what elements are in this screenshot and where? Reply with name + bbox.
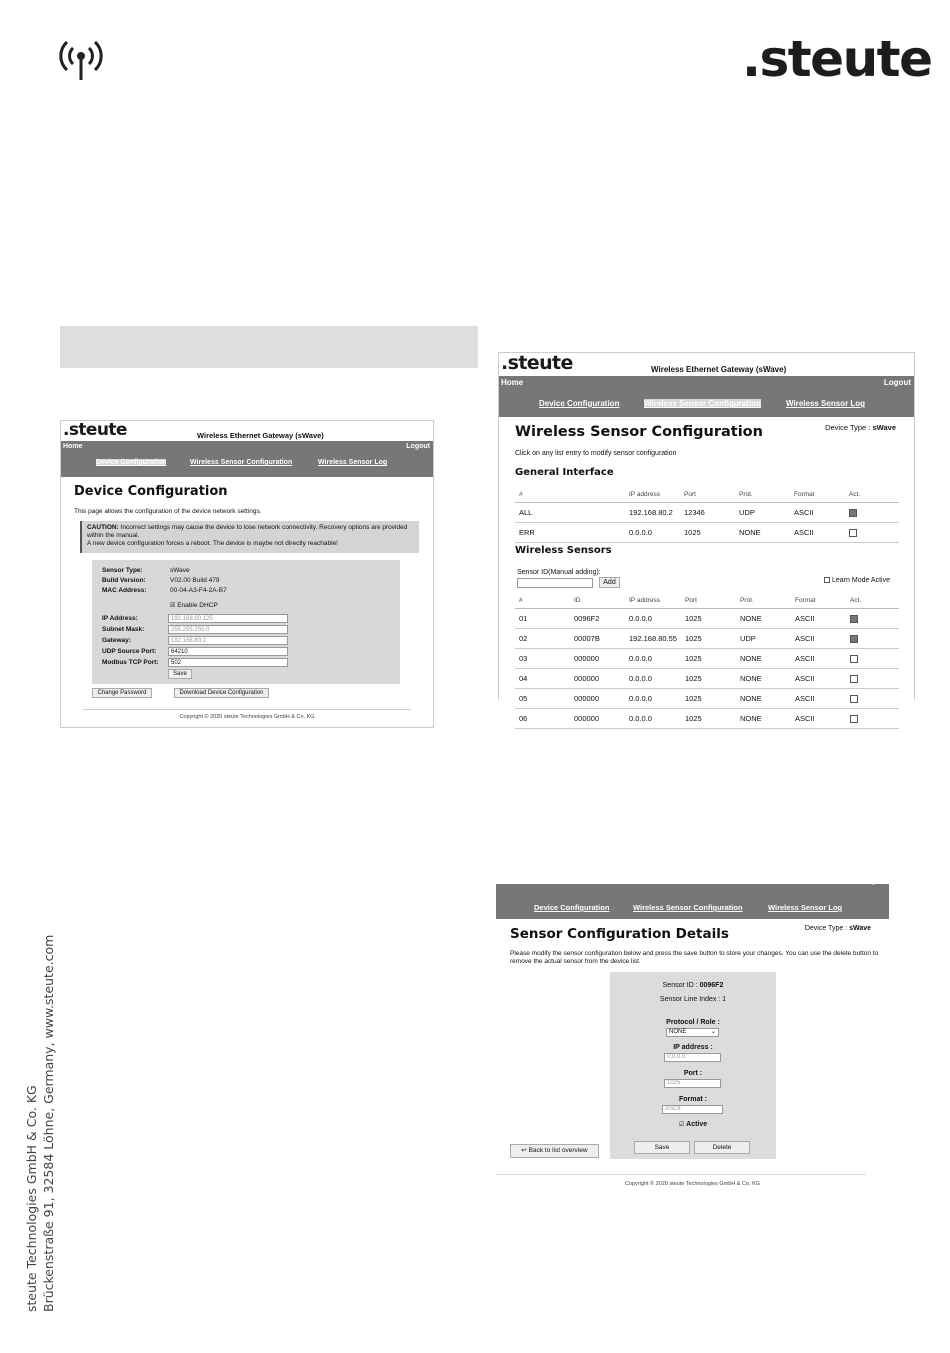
- cell: ASCII: [790, 503, 845, 523]
- tab-wireless-sensor-log[interactable]: Wireless Sensor Log: [768, 903, 843, 912]
- cell: ASCII: [791, 649, 846, 669]
- col-header: #: [515, 593, 570, 609]
- cell: 02: [515, 629, 570, 649]
- footer-divider: [83, 709, 411, 710]
- cell: 0.0.0.0: [625, 649, 681, 669]
- cell: NONE: [736, 689, 791, 709]
- tab-device-configuration[interactable]: Device Configuration: [96, 459, 167, 466]
- sensor-id-value: 0096F2: [699, 982, 724, 989]
- active-row[interactable]: [610, 1121, 776, 1128]
- format-input[interactable]: ASCII: [662, 1105, 723, 1114]
- device-info: [102, 566, 227, 596]
- cell: ASCII: [791, 609, 846, 629]
- subnet-mask-label: Subnet Mask:: [102, 626, 145, 633]
- device-config-screenshot: [60, 420, 434, 728]
- learn-mode-row[interactable]: [824, 577, 890, 584]
- udp-port-input[interactable]: 64210: [168, 647, 288, 656]
- cell: 1025: [680, 523, 735, 543]
- table-row[interactable]: [515, 709, 899, 729]
- caution-text: Incorrect settings may cause the device to lose network connectivity. Recovery options are provided within the manual.: [87, 524, 408, 540]
- gateway-label: Gateway:: [102, 637, 131, 644]
- cell: 0.0.0.0: [625, 523, 680, 543]
- udp-port-label: UDP Source Port:: [102, 648, 157, 655]
- protocol-label: Protocol / Role :: [666, 1019, 720, 1026]
- tab-wireless-sensor-configuration[interactable]: Wireless Sensor Configuration: [644, 399, 761, 408]
- logout-link[interactable]: Logout: [406, 443, 430, 450]
- cell: 03: [515, 649, 570, 669]
- company-address: [24, 934, 58, 1312]
- col-header: Act.: [845, 487, 899, 503]
- cell: ASCII: [791, 709, 846, 729]
- cell: 1025: [681, 669, 736, 689]
- wireless-icon: [58, 36, 104, 82]
- active-checkbox[interactable]: [850, 615, 858, 623]
- table-row[interactable]: [515, 649, 899, 669]
- sensor-line-index: Sensor Line Index : 1: [659, 996, 727, 1003]
- active-checkbox[interactable]: [850, 635, 858, 643]
- intro-text: Please modify the sensor configuration below and press the save button to store your changes. You can use the delete button to remove the actual sensor from the device list.: [510, 950, 879, 966]
- cell: NONE: [736, 649, 791, 669]
- window-title: Wireless Ethernet Gateway (sWave): [197, 431, 324, 440]
- intro-text: This page allows the configuration of the device network settings.: [74, 508, 262, 515]
- cell: 01: [515, 609, 570, 629]
- home-link[interactable]: Home: [498, 878, 518, 885]
- col-header: IP address: [625, 593, 681, 609]
- gray-bar: [60, 326, 478, 368]
- device-type: [805, 925, 871, 932]
- cell: 05: [515, 689, 570, 709]
- cell: 0.0.0.0: [625, 709, 681, 729]
- col-header: Prot.: [736, 593, 791, 609]
- cell: 06: [515, 709, 570, 729]
- page-title: Wireless Sensor Configuration: [515, 424, 763, 440]
- tab-wireless-sensor-log[interactable]: Wireless Sensor Log: [318, 459, 388, 466]
- steute-logo: .steute: [63, 420, 127, 440]
- cell: NONE: [736, 669, 791, 689]
- active-label: Active: [686, 1121, 708, 1128]
- active-checkbox[interactable]: [849, 529, 857, 537]
- caution-text-2: A new device configuration forces a reboot. The device is maybe not directly reachable!: [87, 540, 338, 548]
- cell: 1025: [681, 649, 736, 669]
- cell: 1025: [681, 709, 736, 729]
- ip-address-input[interactable]: 192.168.90.125: [168, 614, 288, 623]
- cell: 1025: [681, 629, 736, 649]
- cell: NONE: [736, 709, 791, 729]
- sensor-type-value: sWave: [170, 567, 190, 574]
- cell: ASCII: [790, 523, 845, 543]
- cell: 000000: [570, 689, 625, 709]
- cell: ERR: [515, 523, 625, 543]
- device-type-value: sWave: [849, 925, 871, 932]
- device-type-label: Device Type :: [825, 423, 871, 432]
- col-header: Port: [681, 593, 736, 609]
- device-type-label: Device Type :: [804, 925, 848, 932]
- cell: 04: [515, 669, 570, 689]
- settings-panel: [92, 560, 400, 684]
- build-version-label: Build Version:: [102, 577, 146, 584]
- sensor-id-label: Sensor ID(Manual adding):: [517, 569, 601, 576]
- wireless-sensors-heading: Wireless Sensors: [515, 545, 612, 556]
- active-checkbox[interactable]: [850, 655, 858, 663]
- dhcp-label: Enable DHCP: [177, 602, 218, 609]
- caution-label: CAUTION:: [87, 524, 119, 531]
- steute-logo: .steute: [501, 352, 573, 374]
- col-header: Port: [680, 487, 735, 503]
- tab-device-configuration[interactable]: Device Configuration: [534, 903, 610, 912]
- cell: 000000: [570, 709, 625, 729]
- device-type: [825, 423, 896, 432]
- table-row[interactable]: [515, 689, 899, 709]
- cell: 00007B: [570, 629, 625, 649]
- ip-address-input[interactable]: 0.0.0.0: [664, 1053, 721, 1062]
- company-name: steute Technologies GmbH & Co. KG: [24, 1085, 39, 1312]
- active-checkbox[interactable]: [850, 675, 858, 683]
- active-checkbox[interactable]: [849, 509, 857, 517]
- cell: ASCII: [791, 669, 846, 689]
- tab-wireless-sensor-configuration[interactable]: Wireless Sensor Configuration: [190, 459, 293, 466]
- ip-address-label: IP address :: [673, 1044, 713, 1051]
- dhcp-checkbox[interactable]: ☒: [170, 603, 176, 609]
- tab-wireless-sensor-configuration[interactable]: Wireless Sensor Configuration: [633, 903, 743, 912]
- mac-address-label: MAC Address:: [102, 587, 147, 594]
- caution-box: [80, 521, 419, 553]
- learn-mode-label: Learn Mode Active: [832, 577, 890, 584]
- modbus-port-label: Modbus TCP Port:: [102, 659, 159, 666]
- cell: 0.0.0.0: [625, 689, 681, 709]
- cell: UDP: [736, 629, 791, 649]
- intro-text: Click on any list entry to modify sensor configuration: [515, 450, 677, 457]
- col-header: Format: [790, 487, 845, 503]
- steute-logo: .steute: [742, 30, 932, 88]
- save-button[interactable]: Save: [168, 669, 192, 679]
- cell: 0.0.0.0: [625, 669, 681, 689]
- learn-mode-checkbox[interactable]: [824, 577, 830, 583]
- copyright: Copyright © 2020 steute Technologies GmbH & Co. KG: [179, 714, 315, 720]
- page-title: Sensor Configuration Details: [510, 926, 729, 942]
- table-row[interactable]: [515, 503, 899, 523]
- active-checkbox[interactable]: [850, 695, 858, 703]
- cell: 0096F2: [570, 609, 625, 629]
- active-checkbox[interactable]: ☑: [678, 1122, 685, 1128]
- dhcp-row[interactable]: [170, 602, 218, 609]
- cell: ALL: [515, 503, 625, 523]
- cell: 192.168.80.55: [625, 629, 681, 649]
- sensor-id-label: Sensor ID :: [662, 982, 698, 989]
- ip-address-label: IP Address:: [102, 615, 138, 622]
- cell: 192.168.80.2: [625, 503, 680, 523]
- wireless-sensors-table: [515, 593, 899, 729]
- back-to-list-button[interactable]: ↩ Back to list overview: [510, 1144, 599, 1158]
- logout-link[interactable]: Logout: [883, 378, 911, 387]
- general-interface-table: [515, 487, 899, 543]
- logout-link[interactable]: Logout: [862, 878, 886, 885]
- format-label: Format :: [679, 1096, 707, 1103]
- sensor-type-label: Sensor Type:: [102, 567, 143, 574]
- page-title: Device Configuration: [74, 484, 228, 499]
- cell: 12346: [680, 503, 735, 523]
- cell: 000000: [570, 649, 625, 669]
- sensor-details-panel: [610, 972, 776, 1159]
- add-button[interactable]: Add: [599, 577, 620, 588]
- gateway-input[interactable]: 192.168.80.2: [168, 636, 288, 645]
- tab-device-configuration[interactable]: Device Configuration: [539, 399, 620, 408]
- port-label: Port :: [683, 1070, 703, 1077]
- tab-wireless-sensor-log[interactable]: Wireless Sensor Log: [786, 399, 866, 408]
- modbus-port-input[interactable]: 502: [168, 658, 288, 667]
- sensor-details-screenshot: [496, 878, 889, 1196]
- download-config-button[interactable]: Download Device Configuration: [174, 688, 269, 698]
- subnet-mask-input[interactable]: 255.255.255.0: [168, 625, 288, 634]
- active-checkbox[interactable]: [850, 715, 858, 723]
- change-password-button[interactable]: Change Password: [92, 688, 152, 698]
- device-type-value: sWave: [872, 423, 896, 432]
- cell: 0.0.0.0: [625, 609, 681, 629]
- save-button[interactable]: Save: [634, 1141, 690, 1154]
- delete-button[interactable]: Delete: [694, 1141, 750, 1154]
- table-row[interactable]: [515, 609, 899, 629]
- copyright: Copyright © 2020 steute Technologies GmbH & Co. KG: [624, 1181, 761, 1187]
- window-title: Wireless Ethernet Gateway (sWave): [651, 365, 787, 374]
- col-header: #: [515, 487, 625, 503]
- cell: 000000: [570, 669, 625, 689]
- port-input[interactable]: 1025: [664, 1079, 721, 1088]
- footer-divider: [496, 1174, 866, 1175]
- wireless-sensor-config-screenshot: [498, 352, 915, 724]
- col-header: Act.: [846, 593, 899, 609]
- cell: NONE: [736, 609, 791, 629]
- table-row[interactable]: [515, 669, 899, 689]
- chevron-down-icon: ⌄: [710, 1029, 716, 1035]
- table-row[interactable]: [515, 629, 899, 649]
- protocol-select[interactable]: [666, 1028, 719, 1037]
- col-header: IP address: [625, 487, 680, 503]
- home-link[interactable]: Home: [501, 378, 524, 387]
- col-header: Prot.: [735, 487, 790, 503]
- col-header: ID: [570, 593, 625, 609]
- sensor-id-input[interactable]: [517, 578, 593, 588]
- cell: NONE: [735, 523, 790, 543]
- cell: ASCII: [791, 689, 846, 709]
- network-fields: [102, 613, 288, 668]
- mac-address-value: 00-04-A3-F4-2A-B7: [170, 587, 227, 594]
- cell: 1025: [681, 609, 736, 629]
- protocol-value: NONE: [669, 1029, 687, 1035]
- table-row[interactable]: [515, 523, 899, 543]
- col-header: Format: [791, 593, 846, 609]
- cell: UDP: [735, 503, 790, 523]
- build-version-value: V02.00 Build 479: [170, 577, 220, 584]
- sensor-id-row: [610, 982, 776, 989]
- cell: ASCII: [791, 629, 846, 649]
- cell: 1025: [681, 689, 736, 709]
- home-link[interactable]: Home: [63, 443, 83, 450]
- company-street: Brückenstraße 91, 32584 Löhne, Germany, www.steute.com: [40, 934, 56, 1312]
- general-interface-heading: General Interface: [515, 467, 614, 478]
